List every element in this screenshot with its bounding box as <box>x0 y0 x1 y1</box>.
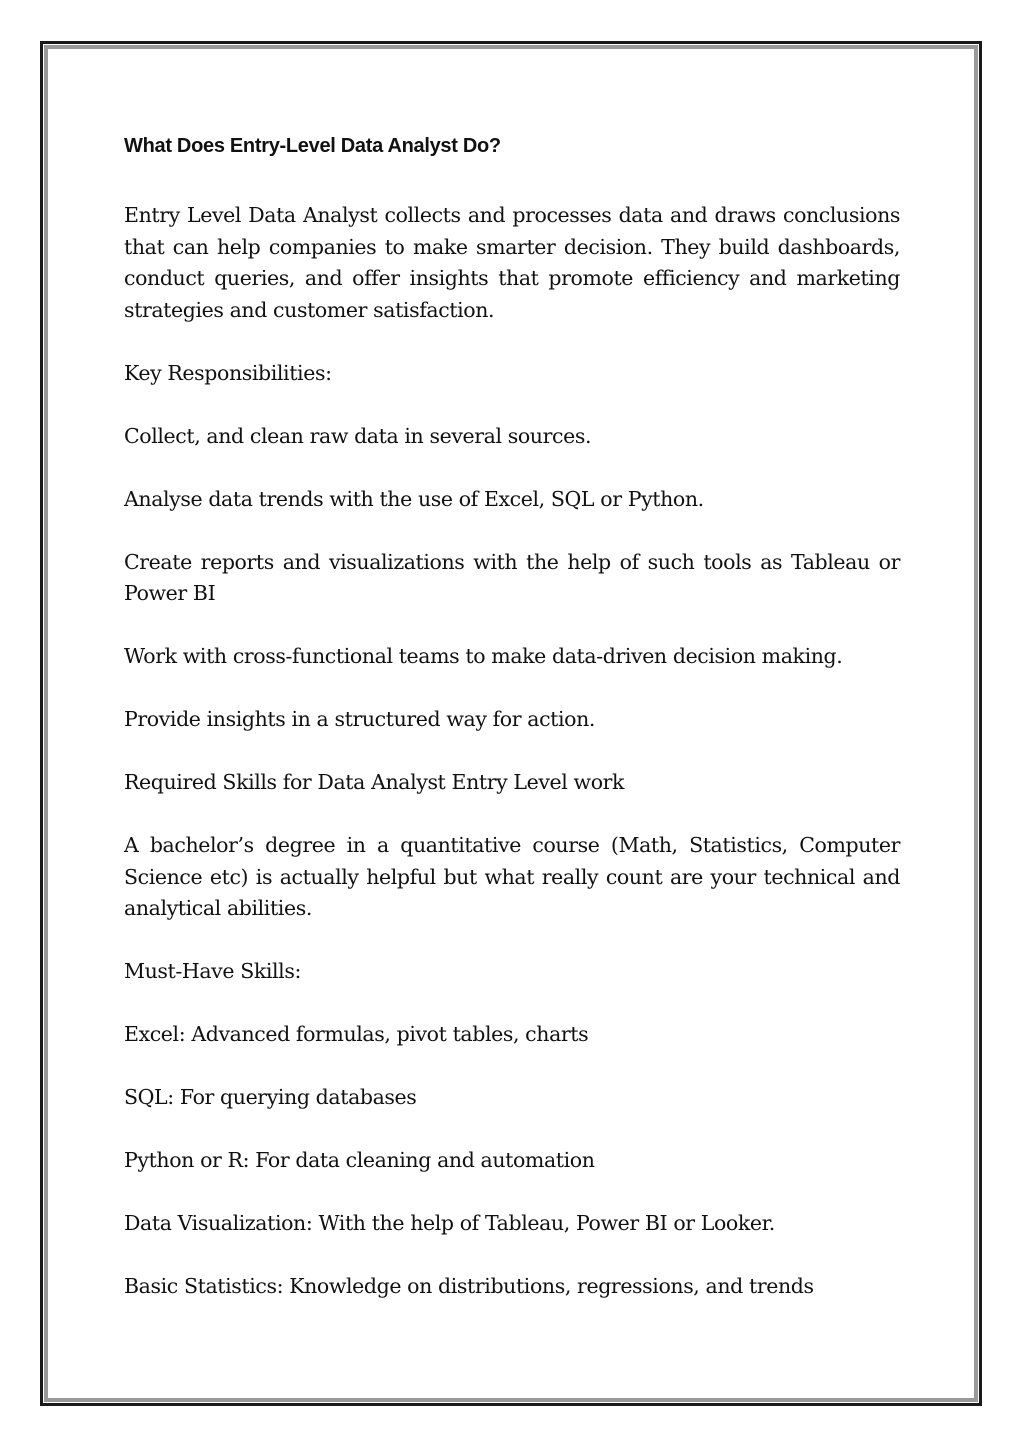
key-responsibilities-label: Key Responsibilities: <box>124 360 332 385</box>
skill-item: Excel: Advanced formulas, pivot tables, charts <box>124 1022 589 1046</box>
responsibility-item: Provide insights in a structured way for action. <box>124 707 596 731</box>
degree-note-paragraph: A bachelor’s degree in a quantitative course (Math, Statistics, Computer Science etc) is actually helpful but what really count are your technical and analytical abilities. <box>124 833 900 920</box>
must-have-skills-label: Must-Have Skills: <box>124 959 301 983</box>
responsibility-item: Create reports and visualizations with the help of such tools as Tableau or Power BI <box>124 549 900 605</box>
responsibility-item: Work with cross-functional teams to make data-driven decision making. <box>124 644 843 668</box>
intro-paragraph: Entry Level Data Analyst collects and processes data and draws conclusions that can help companies to make smarter decision. They build dashboards, conduct queries, and offer insights that promote efficiency and marketing strategies and customer satisfaction. <box>124 203 900 322</box>
document-body <box>124 132 900 1334</box>
skill-item: Python or R: For data cleaning and automation <box>124 1148 595 1172</box>
skill-item: Basic Statistics: Knowledge on distributions, regressions, and trends <box>124 1274 814 1298</box>
skill-item: SQL: For querying databases <box>124 1085 417 1109</box>
skill-item: Data Visualization: With the help of Tableau, Power BI or Looker. <box>124 1211 775 1235</box>
responsibility-item: Collect, and clean raw data in several sources. <box>124 423 592 448</box>
responsibility-item: Analyse data trends with the use of Excel, SQL or Python. <box>124 486 704 511</box>
required-skills-label: Required Skills for Data Analyst Entry Level work <box>124 770 625 794</box>
document-heading: What Does Entry-Level Data Analyst Do? <box>124 135 501 157</box>
